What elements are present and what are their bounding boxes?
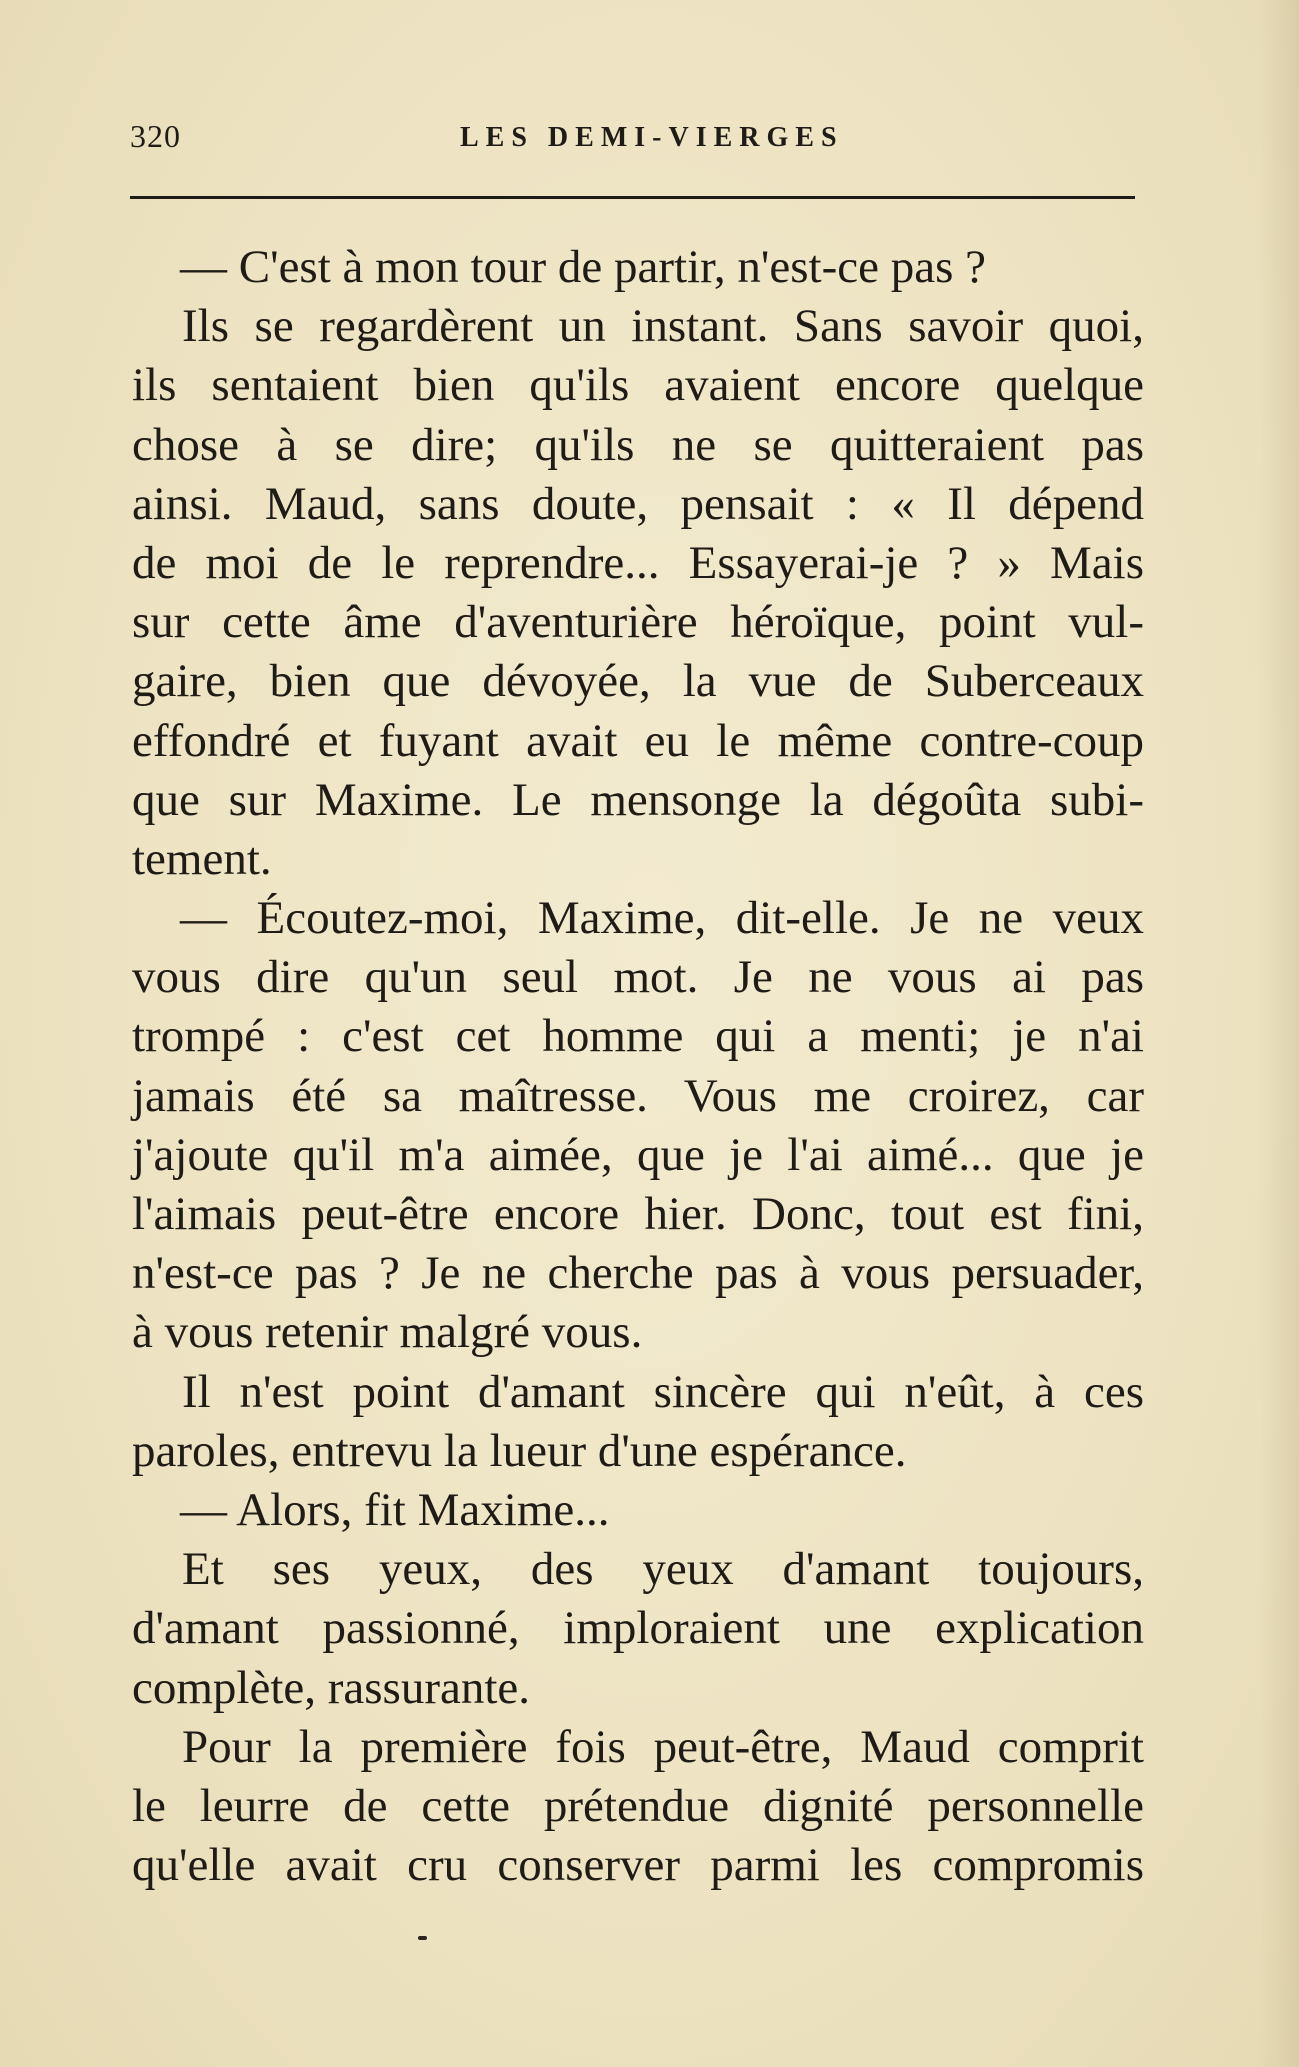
text-line: le leurre de cette prétendue dignité personnelle	[132, 1779, 1144, 1832]
running-head	[130, 118, 1130, 168]
text-line: ainsi. Maud, sans doute, pensait : « Il dépend	[132, 477, 1144, 530]
text-line: — Écoutez-moi, Maxime, dit-elle. Je ne veux	[180, 892, 1144, 945]
text-line: d'amant passionné, imploraient une explication	[132, 1602, 1144, 1655]
header-rule	[130, 196, 1135, 199]
text-line: Et ses yeux, des yeux d'amant toujours,	[182, 1543, 1144, 1596]
text-line: qu'elle avait cru conserver parmi les compromis	[132, 1839, 1144, 1892]
text-line: ils sentaient bien qu'ils avaient encore quelque	[132, 359, 1144, 412]
text-line: à vous retenir malgré vous.	[132, 1306, 643, 1359]
text-line: complète, rassurante.	[132, 1661, 531, 1714]
text-line: n'est-ce pas ? Je ne cherche pas à vous persuader,	[132, 1247, 1144, 1300]
page-edge-shadow	[1259, 0, 1299, 2067]
text-line: chose à se dire; qu'ils ne se quitteraient pas	[132, 418, 1144, 471]
ink-speck	[418, 1936, 427, 1940]
text-line: de moi de le reprendre... Essayerai-je ? » Mais	[132, 536, 1144, 589]
text-line: — Alors, fit Maxime...	[180, 1483, 610, 1536]
text-line: vous dire qu'un seul mot. Je ne vous ai pas	[132, 951, 1144, 1004]
text-line: gaire, bien que dévoyée, la vue de Suberceaux	[132, 655, 1144, 708]
text-line: j'ajoute qu'il m'a aimée, que je l'ai aimé... que je	[132, 1128, 1144, 1181]
text-line: tement.	[132, 832, 272, 885]
text-line: que sur Maxime. Le mensonge la dégoûta subi-	[132, 773, 1144, 826]
text-line: Il n'est point d'amant sincère qui n'eût, à ces	[182, 1365, 1144, 1418]
text-line: sur cette âme d'aventurière héroïque, point vul-	[132, 596, 1144, 649]
text-line: Ils se regardèrent un instant. Sans savoir quoi,	[182, 300, 1144, 353]
text-line: l'aimais peut-être encore hier. Donc, tout est fini,	[132, 1188, 1144, 1240]
text-line: jamais été sa maîtresse. Vous me croirez, car	[132, 1069, 1144, 1122]
text-line: — C'est à mon tour de partir, n'est-ce pas ?	[180, 241, 986, 293]
body-text	[132, 238, 1144, 1895]
text-line: trompé : c'est cet homme qui a menti; je n'ai	[132, 1010, 1144, 1063]
text-line: paroles, entrevu la lueur d'une espérance.	[132, 1424, 907, 1477]
text-line: effondré et fuyant avait eu le même contre-coup	[132, 714, 1144, 767]
running-title: LES DEMI-VIERGES	[460, 122, 844, 153]
text-line: Pour la première fois peut-être, Maud comprit	[182, 1720, 1144, 1773]
page-number: 320	[130, 118, 181, 154]
